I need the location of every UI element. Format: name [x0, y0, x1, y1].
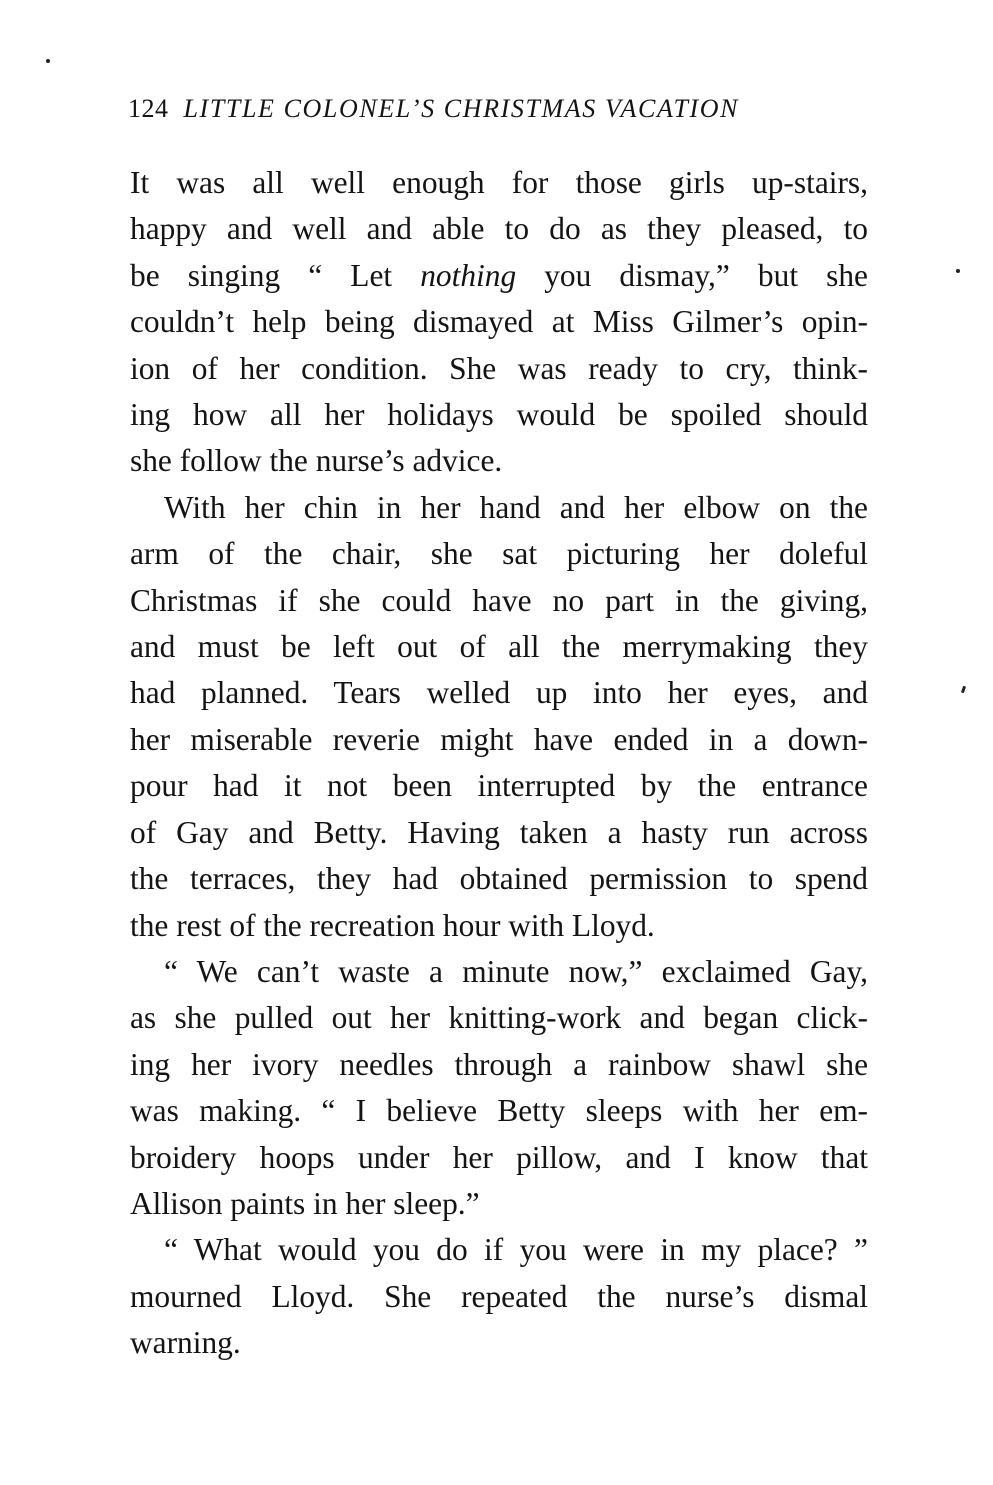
text-line: “ We can’t waste a minute now,” exclaimed Gay,: [164, 953, 868, 989]
text-line: arm of the chair, she sat picturing her doleful: [130, 536, 868, 572]
running-header: [128, 94, 868, 124]
text-line: happy and well and able to do as they pleased, to: [130, 211, 868, 247]
text-line: she follow the nurse’s advice.: [130, 443, 503, 479]
text-line: “ What would you do if you were in my place? ”: [164, 1232, 868, 1268]
text-line: and must be left out of all the merrymaking they: [130, 629, 868, 665]
text-line: had planned. Tears welled up into her eyes, and: [130, 675, 868, 711]
page-number: 124: [128, 94, 169, 123]
text-line: was making. “ I believe Betty sleeps with her em-: [130, 1093, 868, 1129]
print-speck: [956, 269, 960, 273]
text-line: ing her ivory needles through a rainbow shawl she: [130, 1046, 868, 1082]
text-line: It was all well enough for those girls up-stairs,: [130, 165, 868, 200]
text-line: ion of her condition. She was ready to cry, think-: [130, 350, 868, 386]
body-text: [130, 160, 868, 1367]
text-line: [130, 253, 868, 299]
running-title: LITTLE COLONEL’S CHRISTMAS VACATION: [183, 94, 740, 123]
text-line: of Gay and Betty. Having taken a hasty run across: [130, 814, 868, 850]
text-segment: be singing “ Let: [130, 257, 421, 293]
text-line: Christmas if she could have no part in the giving,: [130, 582, 868, 618]
text-segment: you dismay,” but she: [516, 257, 868, 293]
text-line: warning.: [130, 1325, 241, 1361]
text-line: the terraces, they had obtained permission to spend: [130, 861, 868, 897]
paragraph: [130, 485, 868, 949]
print-speck: [46, 59, 50, 63]
text-line: With her chin in her hand and her elbow on the: [164, 489, 868, 525]
text-line: broidery hoops under her pillow, and I know that: [130, 1139, 868, 1175]
paragraph: [130, 160, 868, 485]
text-line: Allison paints in her sleep.”: [130, 1185, 480, 1221]
text-line: pour had it not been interrupted by the entrance: [130, 768, 868, 804]
print-speck: [961, 686, 966, 694]
paragraph: [130, 1227, 868, 1366]
emphasized-word: nothing: [420, 257, 517, 293]
text-line: couldn’t help being dismayed at Miss Gilmer’s opin-: [130, 304, 868, 340]
paragraph: [130, 949, 868, 1227]
text-line: ing how all her holidays would be spoiled should: [130, 397, 868, 433]
text-line: her miserable reverie might have ended in a down-: [130, 721, 868, 757]
text-line: as she pulled out her knitting-work and began click-: [130, 1000, 868, 1036]
text-line: the rest of the recreation hour with Lloyd.: [130, 907, 655, 943]
text-line: mourned Lloyd. She repeated the nurse’s dismal: [130, 1278, 868, 1314]
